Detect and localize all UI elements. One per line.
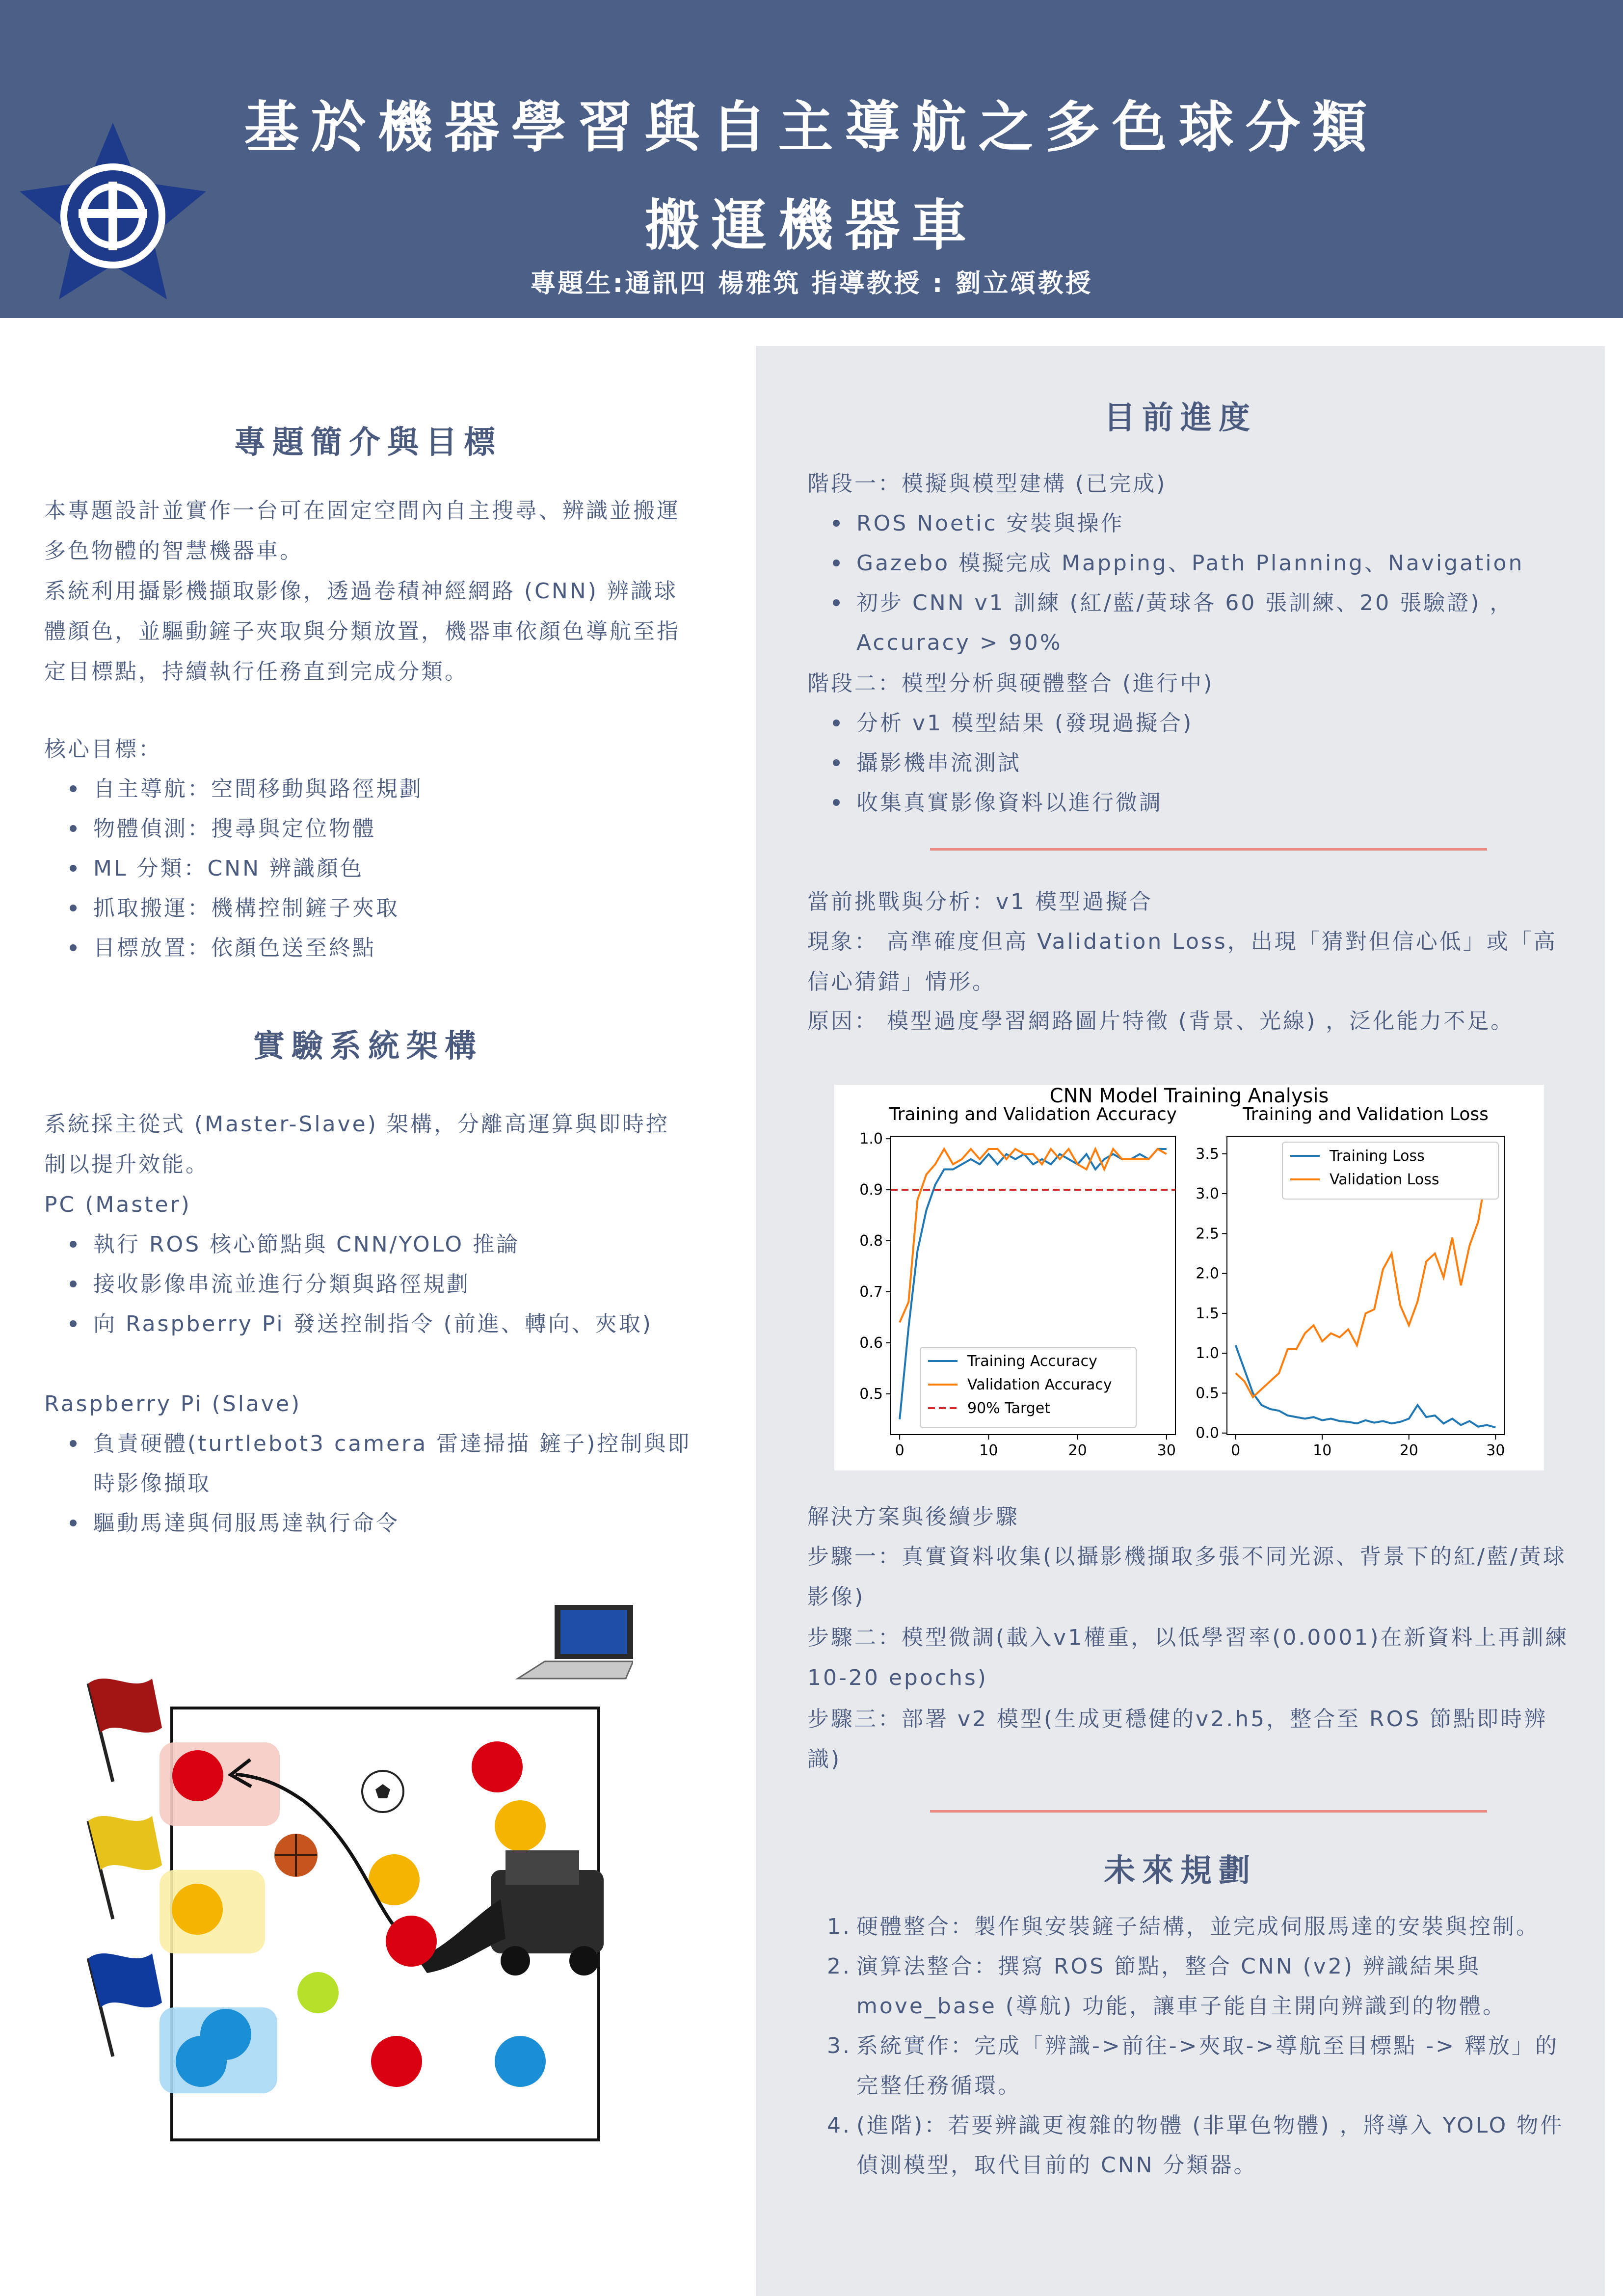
goal-item: 抓取搬運：機構控制鏟子夾取 — [44, 888, 692, 928]
pc-master-list — [44, 1225, 692, 1344]
red-flag-icon — [88, 1679, 162, 1782]
red-ball — [472, 1741, 523, 1792]
x-tick-label: 0 — [1231, 1442, 1241, 1459]
future-item: 1. 硬體整合：製作與安裝鏟子結構，並完成伺服馬達的安裝與控制。 — [827, 1914, 1540, 1939]
stage1-list — [807, 504, 1573, 663]
future-item: 3. 系統實作：完成「辨識->前往->夾取->導航至目標點 -> 釋放」的完整任務循環。 — [827, 2033, 1559, 2098]
pi-item: 驅動馬達與伺服馬達執行命令 — [44, 1503, 692, 1543]
architecture-heading: 實驗系統架構 — [253, 1028, 483, 1065]
pc-master-label: PC (Master) — [44, 1192, 191, 1217]
core-goals-label: 核心目標： — [44, 737, 162, 762]
yellow-flag-icon — [88, 1816, 162, 1919]
step-3: 步驟三：部署 v2 模型(生成更穩健的v2.h5，整合至 ROS 節點即時辨識) — [807, 1707, 1548, 1772]
cause-text: 原因： 模型過度學習網路圖片特徵 (背景、光線) ，泛化能力不足。 — [807, 1009, 1515, 1034]
laptop-icon — [518, 1605, 633, 1679]
legend-label: Validation Loss — [1330, 1171, 1439, 1188]
raspberry-pi-label: Raspberry Pi (Slave) — [44, 1391, 302, 1416]
x-tick-label: 20 — [1068, 1442, 1087, 1459]
red-ball — [371, 2036, 422, 2087]
y-tick-label: 3.5 — [1196, 1145, 1219, 1163]
y-tick-label: 0.6 — [859, 1334, 883, 1352]
goal-item: ML 分類：CNN 辨識顏色 — [44, 849, 692, 888]
y-tick-label: 2.0 — [1196, 1265, 1219, 1282]
intro-heading: 專題簡介與目標 — [234, 425, 502, 461]
stage1-item: 初步 CNN v1 訓練 (紅/藍/黃球各 60 張訓練、20 張驗證) ，Accuracy > 90% — [807, 583, 1573, 663]
y-tick-label: 0.8 — [859, 1232, 883, 1250]
stage1-item: Gazebo 模擬完成 Mapping、Path Planning、Navigation — [807, 543, 1573, 583]
x-tick-label: 10 — [1313, 1442, 1332, 1459]
section-divider — [930, 848, 1487, 851]
system-illustration — [74, 1595, 633, 2145]
legend-label: Validation Accuracy — [967, 1376, 1112, 1393]
yellow-ball — [172, 1884, 223, 1935]
step-1: 步驟一：真實資料收集(以攝影機擷取多張不同光源、背景下的紅/藍/黃球影像) — [807, 1544, 1567, 1609]
challenge-title: 當前挑戰與分析：v1 模型過擬合 — [807, 889, 1153, 914]
legend-label: 90% Target — [967, 1400, 1051, 1417]
stage2-item: 分析 v1 模型結果 (發現過擬合) — [807, 703, 1573, 743]
step-2: 步驟二：模型微調(載入v1權重，以低學習率(0.0001)在新資料上再訓練10-20 epochs) — [807, 1625, 1569, 1690]
stage2-label: 階段二：模型分析與硬體整合 (進行中) — [807, 671, 1214, 696]
header-banner — [0, 0, 1623, 318]
poster-title-line1: 基於機器學習與自主導航之多色球分類 — [244, 96, 1379, 160]
stage1-label: 階段一：模擬與模型建構 (已完成) — [807, 471, 1167, 496]
x-tick-label: 30 — [1157, 1442, 1176, 1459]
subplot-title: Training and Validation Accuracy — [889, 1104, 1177, 1124]
red-ball — [172, 1750, 223, 1801]
stage2-list — [807, 703, 1573, 823]
y-tick-label: 0.5 — [1196, 1385, 1219, 1402]
x-tick-label: 20 — [1399, 1442, 1418, 1459]
legend-label: Training Accuracy — [967, 1353, 1097, 1370]
pc-item: 向 Raspberry Pi 發送控制指令 (前進、轉向、夾取) — [44, 1304, 692, 1344]
goal-item: 自主導航：空間移動與路徑規劃 — [44, 769, 692, 809]
x-tick-label: 30 — [1486, 1442, 1505, 1459]
training-chart — [834, 1085, 1544, 1470]
stage2-item: 攝影機串流測試 — [807, 743, 1573, 783]
blue-ball — [176, 2036, 227, 2087]
poster-subtitle: 專題生:通訊四 楊雅筑 指導教授 : 劉立頌教授 — [530, 269, 1093, 298]
pc-item: 接收影像串流並進行分類與路徑規劃 — [44, 1264, 692, 1304]
architecture-intro: 系統採主從式 (Master-Slave) 架構，分離高運算與即時控制以提升效能。 — [44, 1112, 669, 1177]
intro-paragraph-2: 系統利用攝影機擷取影像，透過卷積神經網路 (CNN) 辨識球體顏色，並驅動鏟子夾取與分類放置，機器車依顏色導航至指定目標點，持續執行任務直到完成分類。 — [44, 579, 680, 684]
solution-title: 解決方案與後續步驟 — [807, 1504, 1019, 1529]
y-tick-label: 1.0 — [1196, 1345, 1219, 1362]
goal-item: 目標放置：依顏色送至終點 — [44, 928, 692, 968]
x-tick-label: 0 — [895, 1442, 905, 1459]
section-divider — [930, 1810, 1487, 1813]
stage1-item: ROS Noetic 安裝與操作 — [807, 504, 1573, 543]
future-list — [827, 1907, 1573, 2185]
progress-heading: 目前進度 — [1104, 400, 1257, 436]
y-tick-label: 0.7 — [859, 1283, 883, 1301]
pc-item: 執行 ROS 核心節點與 CNN/YOLO 推論 — [44, 1225, 692, 1264]
phenomenon-text: 現象： 高準確度但高 Validation Loss，出現「猜對但信心低」或「高信心猜錯」情形。 — [807, 929, 1557, 994]
goal-item: 物體偵測：搜尋與定位物體 — [44, 809, 692, 849]
chart-title: CNN Model Training Analysis — [1049, 1085, 1329, 1107]
y-tick-label: 0.9 — [859, 1181, 883, 1199]
tennis-ball-icon — [297, 1972, 339, 2013]
yellow-ball — [495, 1800, 546, 1851]
subplot-title: Training and Validation Loss — [1243, 1104, 1489, 1124]
legend-label: Training Loss — [1330, 1148, 1425, 1165]
pi-item: 負責硬體(turtlebot3 camera 雷達掃描 鏟子)控制與即時影像擷取 — [44, 1424, 692, 1503]
poster-title-line2: 搬運機器車 — [644, 194, 979, 258]
y-tick-label: 1.5 — [1196, 1305, 1219, 1322]
blue-ball — [495, 2036, 546, 2087]
future-heading: 未來規劃 — [1104, 1853, 1257, 1889]
stage2-item: 收集真實影像資料以進行微調 — [807, 783, 1573, 823]
y-tick-label: 0.0 — [1196, 1424, 1219, 1442]
turtlebot-robot-icon — [417, 1850, 604, 1976]
y-tick-label: 3.0 — [1196, 1185, 1219, 1203]
y-tick-label: 0.5 — [859, 1385, 883, 1403]
raspberry-pi-list — [44, 1424, 692, 1543]
future-item: 2. 演算法整合：撰寫 ROS 節點，整合 CNN (v2) 辨識結果與 move_base (導航) 功能，讓車子能自主開向辨識到的物體。 — [827, 1954, 1507, 2019]
future-item: 4. (進階)：若要辨識更複雜的物體 (非單色物體) ，將導入 YOLO 物件偵測模型，取代目前的 CNN 分類器。 — [827, 2113, 1564, 2178]
x-tick-label: 10 — [979, 1442, 998, 1459]
y-tick-label: 2.5 — [1196, 1225, 1219, 1243]
y-tick-label: 1.0 — [859, 1130, 883, 1148]
intro-paragraph-1: 本專題設計並實作一台可在固定空間內自主搜尋、辨識並搬運多色物體的智慧機器車。 — [44, 498, 680, 563]
core-goals-list — [44, 769, 692, 968]
blue-flag-icon — [88, 1953, 162, 2056]
